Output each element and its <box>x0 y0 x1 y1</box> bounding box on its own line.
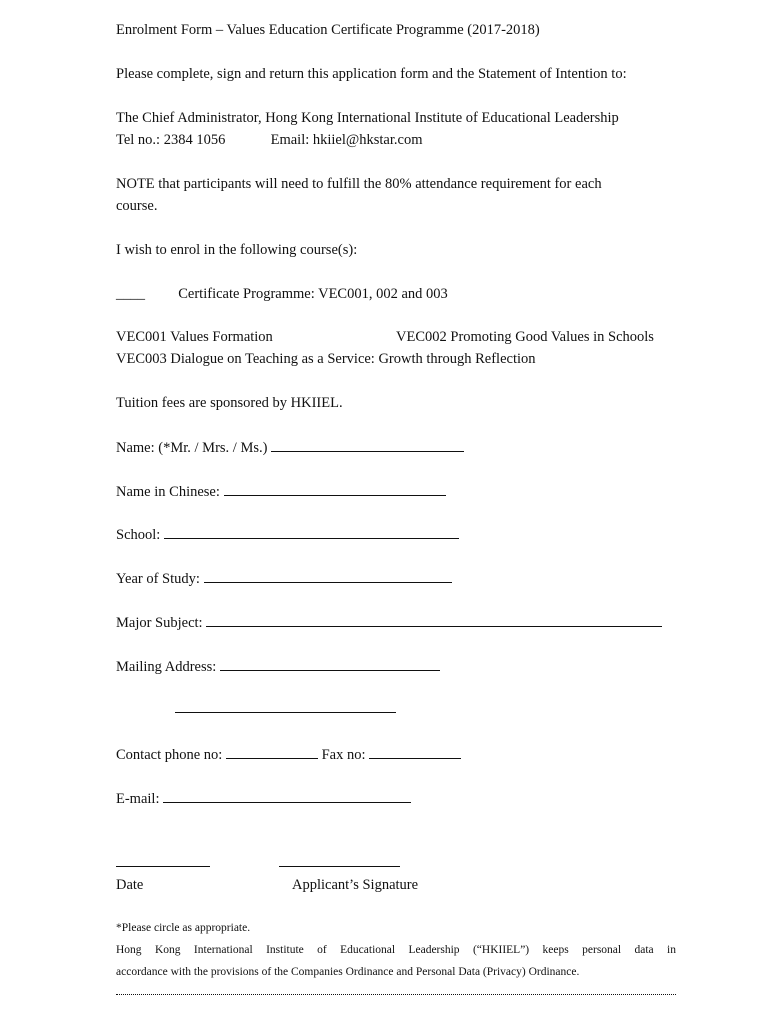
major-field[interactable] <box>206 613 662 627</box>
fax-label: Fax no: <box>321 747 366 763</box>
chinese-name-row <box>116 482 446 501</box>
mailing-label: Mailing Address: <box>116 659 217 675</box>
enrol-intro: I wish to enrol in the following course(s): <box>116 242 358 258</box>
year-field[interactable] <box>204 569 452 583</box>
mailing-row-2 <box>175 699 396 718</box>
contact-email: Email: hkiiel@hkstar.com <box>270 132 423 148</box>
phone-label: Contact phone no: <box>116 747 223 763</box>
year-row <box>116 569 452 588</box>
privacy-line-1: Hong Kong International Institute of Educational Leadership (“HKIIEL”) keeps personal data in <box>116 944 676 956</box>
school-label: School: <box>116 527 161 543</box>
email-field[interactable] <box>163 789 411 803</box>
course-vec003: VEC003 Dialogue on Teaching as a Service: Growth through Reflection <box>116 351 536 367</box>
course-vec002: VEC002 Promoting Good Values in Schools <box>396 329 654 345</box>
programme-name: Certificate Programme: VEC001, 002 and 003 <box>178 286 448 302</box>
chinese-name-field[interactable] <box>224 482 446 496</box>
name-label: Name: (*Mr. / Mrs. / Ms.) <box>116 440 268 456</box>
note-line-1: NOTE that participants will need to fulfill the 80% attendance requirement for each <box>116 176 602 192</box>
mailing-field-2[interactable] <box>175 699 396 713</box>
date-label: Date <box>116 877 144 893</box>
name-field[interactable] <box>271 438 464 452</box>
tel-number: Tel no.: 2384 1056 <box>116 132 226 148</box>
email-label: E-mail: <box>116 791 160 807</box>
school-row <box>116 525 459 544</box>
phone-field[interactable] <box>226 745 318 759</box>
year-label: Year of Study: <box>116 571 200 587</box>
major-row <box>116 613 662 632</box>
signature-label: Applicant’s Signature <box>292 877 419 893</box>
phone-fax-row <box>116 745 461 764</box>
email-row <box>116 789 411 808</box>
footnote: *Please circle as appropriate. <box>116 922 251 934</box>
date-field[interactable] <box>116 853 210 867</box>
course-vec001: VEC001 Values Formation <box>116 329 273 345</box>
chinese-name-label: Name in Chinese: <box>116 484 220 500</box>
date-signature-lines <box>116 853 400 872</box>
form-title: Enrolment Form – Values Education Certificate Programme (2017-2018) <box>116 22 540 38</box>
dotted-divider <box>116 986 676 995</box>
tuition-note: Tuition fees are sponsored by HKIIEL. <box>116 395 343 411</box>
name-field-row <box>116 438 464 457</box>
fax-field[interactable] <box>369 745 461 759</box>
mailing-field-1[interactable] <box>220 657 440 671</box>
contact-line <box>116 131 422 149</box>
note-line-2: course. <box>116 198 158 214</box>
major-label: Major Subject: <box>116 615 203 631</box>
privacy-line-2: accordance with the provisions of the Companies Ordinance and Personal Data (Privacy) Ordinance. <box>116 966 580 978</box>
school-field[interactable] <box>164 525 459 539</box>
programme-line <box>116 285 448 303</box>
instruction-text: Please complete, sign and return this application form and the Statement of Intention to: <box>116 66 627 82</box>
mailing-row <box>116 657 440 676</box>
signature-field[interactable] <box>279 853 400 867</box>
programme-blank[interactable]: ____ <box>116 286 145 302</box>
recipient-text: The Chief Administrator, Hong Kong International Institute of Educational Leadership <box>116 110 619 126</box>
